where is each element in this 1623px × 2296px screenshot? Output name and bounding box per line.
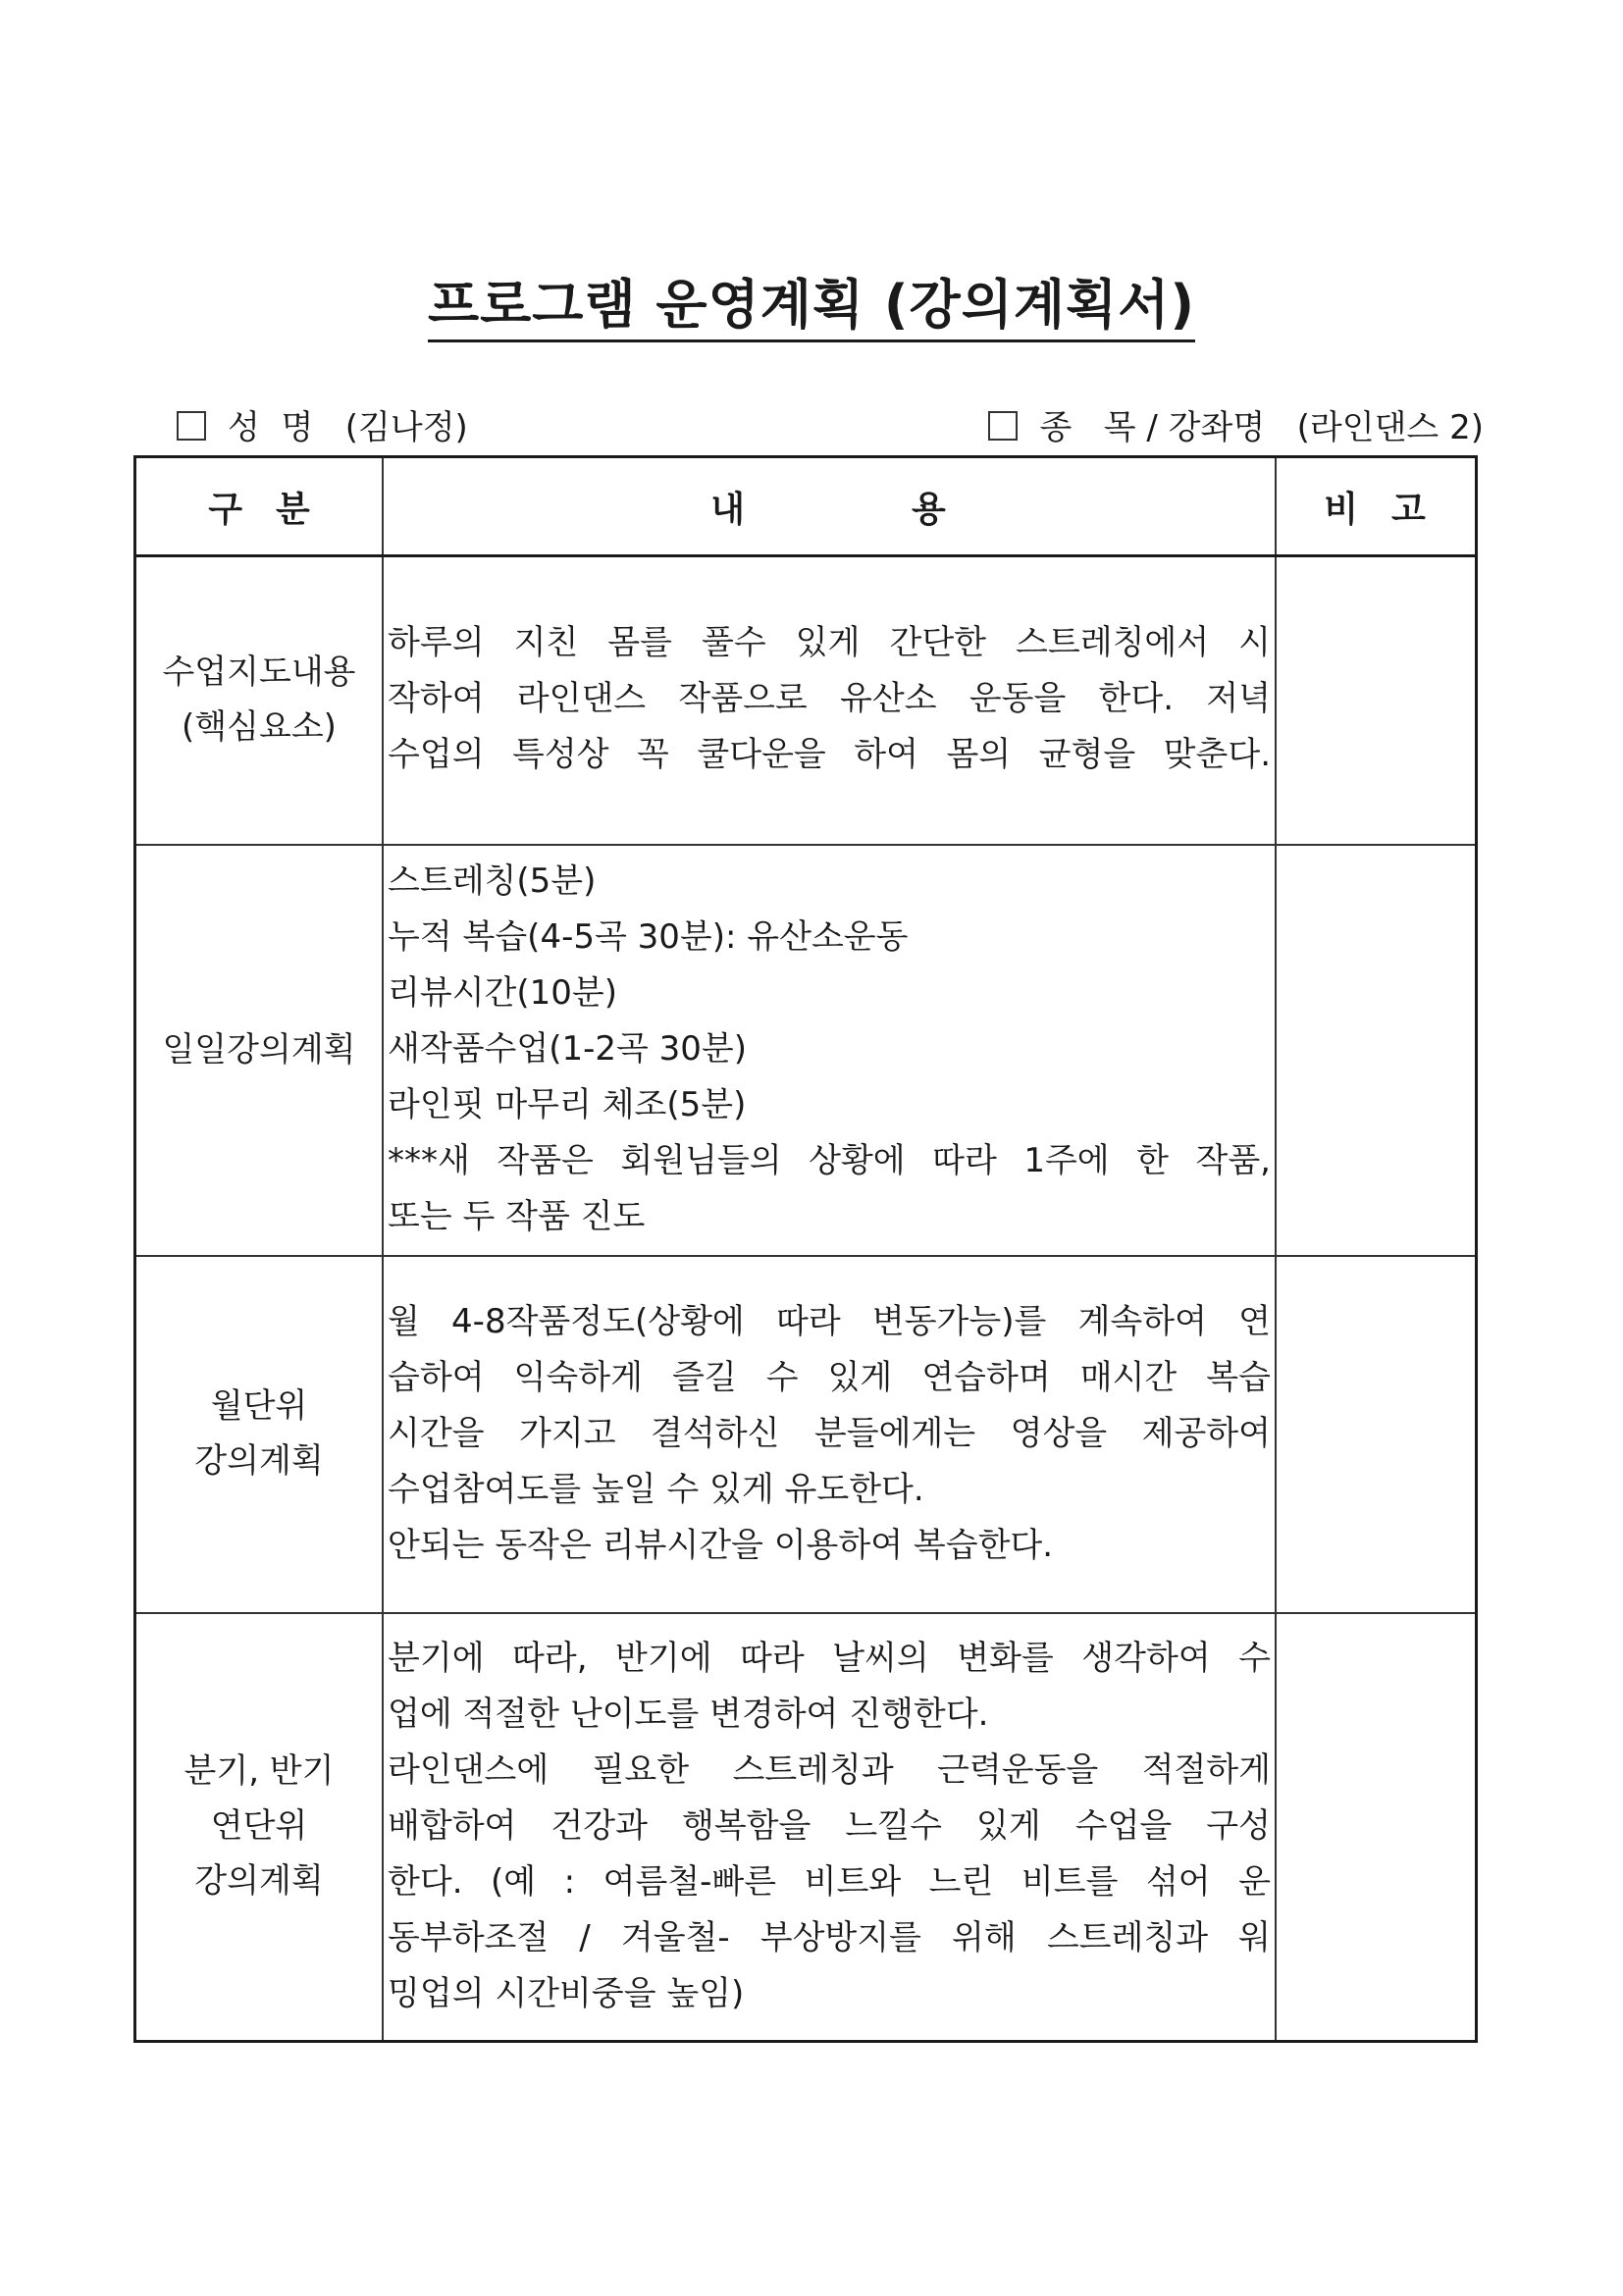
course-field xyxy=(988,400,1484,448)
checkbox-icon xyxy=(177,411,206,441)
row-note xyxy=(1275,1612,1475,2040)
document-title: 프로그램 운영계획 (강의계획서) xyxy=(0,263,1623,339)
name-label: 성 명 xyxy=(228,408,314,447)
row-note xyxy=(1275,844,1475,1255)
row-category: 월단위 강의계획 xyxy=(194,1386,324,1481)
checkbox-icon xyxy=(988,411,1018,441)
course-label: 종 목 / 강좌명 xyxy=(1039,408,1266,447)
row-content: 분기에 따라, 반기에 따라 날씨의 변화를 생각하여 수 업에 적절한 난이도를 변경하여 진행한다. 라인댄스에 필요한 스트레칭과 근력운동을 적절하게 배합하여 건강과 행복함을 느낄수 있게 수업을 구성 한다. (예 : 여름철-빠른 비트와 느린 비트를 섞어 운 동부하조절 / 겨울철- 부상방지를 위해 스트레칭과 워 밍업의 시간비중을 높임) xyxy=(388,1638,1271,2013)
row-note xyxy=(1275,554,1475,844)
row-category: 분기, 반기 연단위 강의계획 xyxy=(183,1751,335,1901)
row-category: 일일강의계획 xyxy=(162,1029,356,1070)
row-content: 하루의 지친 몸를 풀수 있게 간단한 스트레칭에서 시 작하여 라인댄스 작품으로 유산소 운동을 한다. 저녁 수업의 특성상 꼭 쿨다운을 하여 몸의 균형을 맞춘다. xyxy=(388,623,1271,774)
name-value: (김나정) xyxy=(344,408,468,447)
row-content: 스트레칭(5분) 누적 복습(4-5곡 30분): 유산소운동 리뷰시간(10분) 새작품수업(1-2곡 30분) 라인핏 마무리 체조(5분) ***새 작품은 회원님들의 상황에 따라 1주에 한 작품, 또는 두 작품 진도 xyxy=(388,861,1271,1236)
header-note: 비고 xyxy=(1324,489,1459,530)
lecture-plan-table xyxy=(133,455,1478,2043)
name-field xyxy=(177,400,468,448)
row-content: 월 4-8작품정도(상황에 따라 변동가능)를 계속하여 연 습하여 익숙하게 즐길 수 있게 연습하며 매시간 복습 시간을 가지고 결석하신 분들에게는 영상을 제공하여 수업참여도를 높일 수 있게 유도한다. 안되는 동작은 리뷰시간을 이용하여 복습한다. xyxy=(388,1301,1271,1565)
header-category: 구분 xyxy=(208,489,343,530)
row-note xyxy=(1275,1255,1475,1612)
header-content: 내용 xyxy=(710,489,1113,530)
row-category: 수업지도내용 (핵심요소) xyxy=(162,652,356,747)
course-value: (라인댄스 2) xyxy=(1296,408,1484,447)
